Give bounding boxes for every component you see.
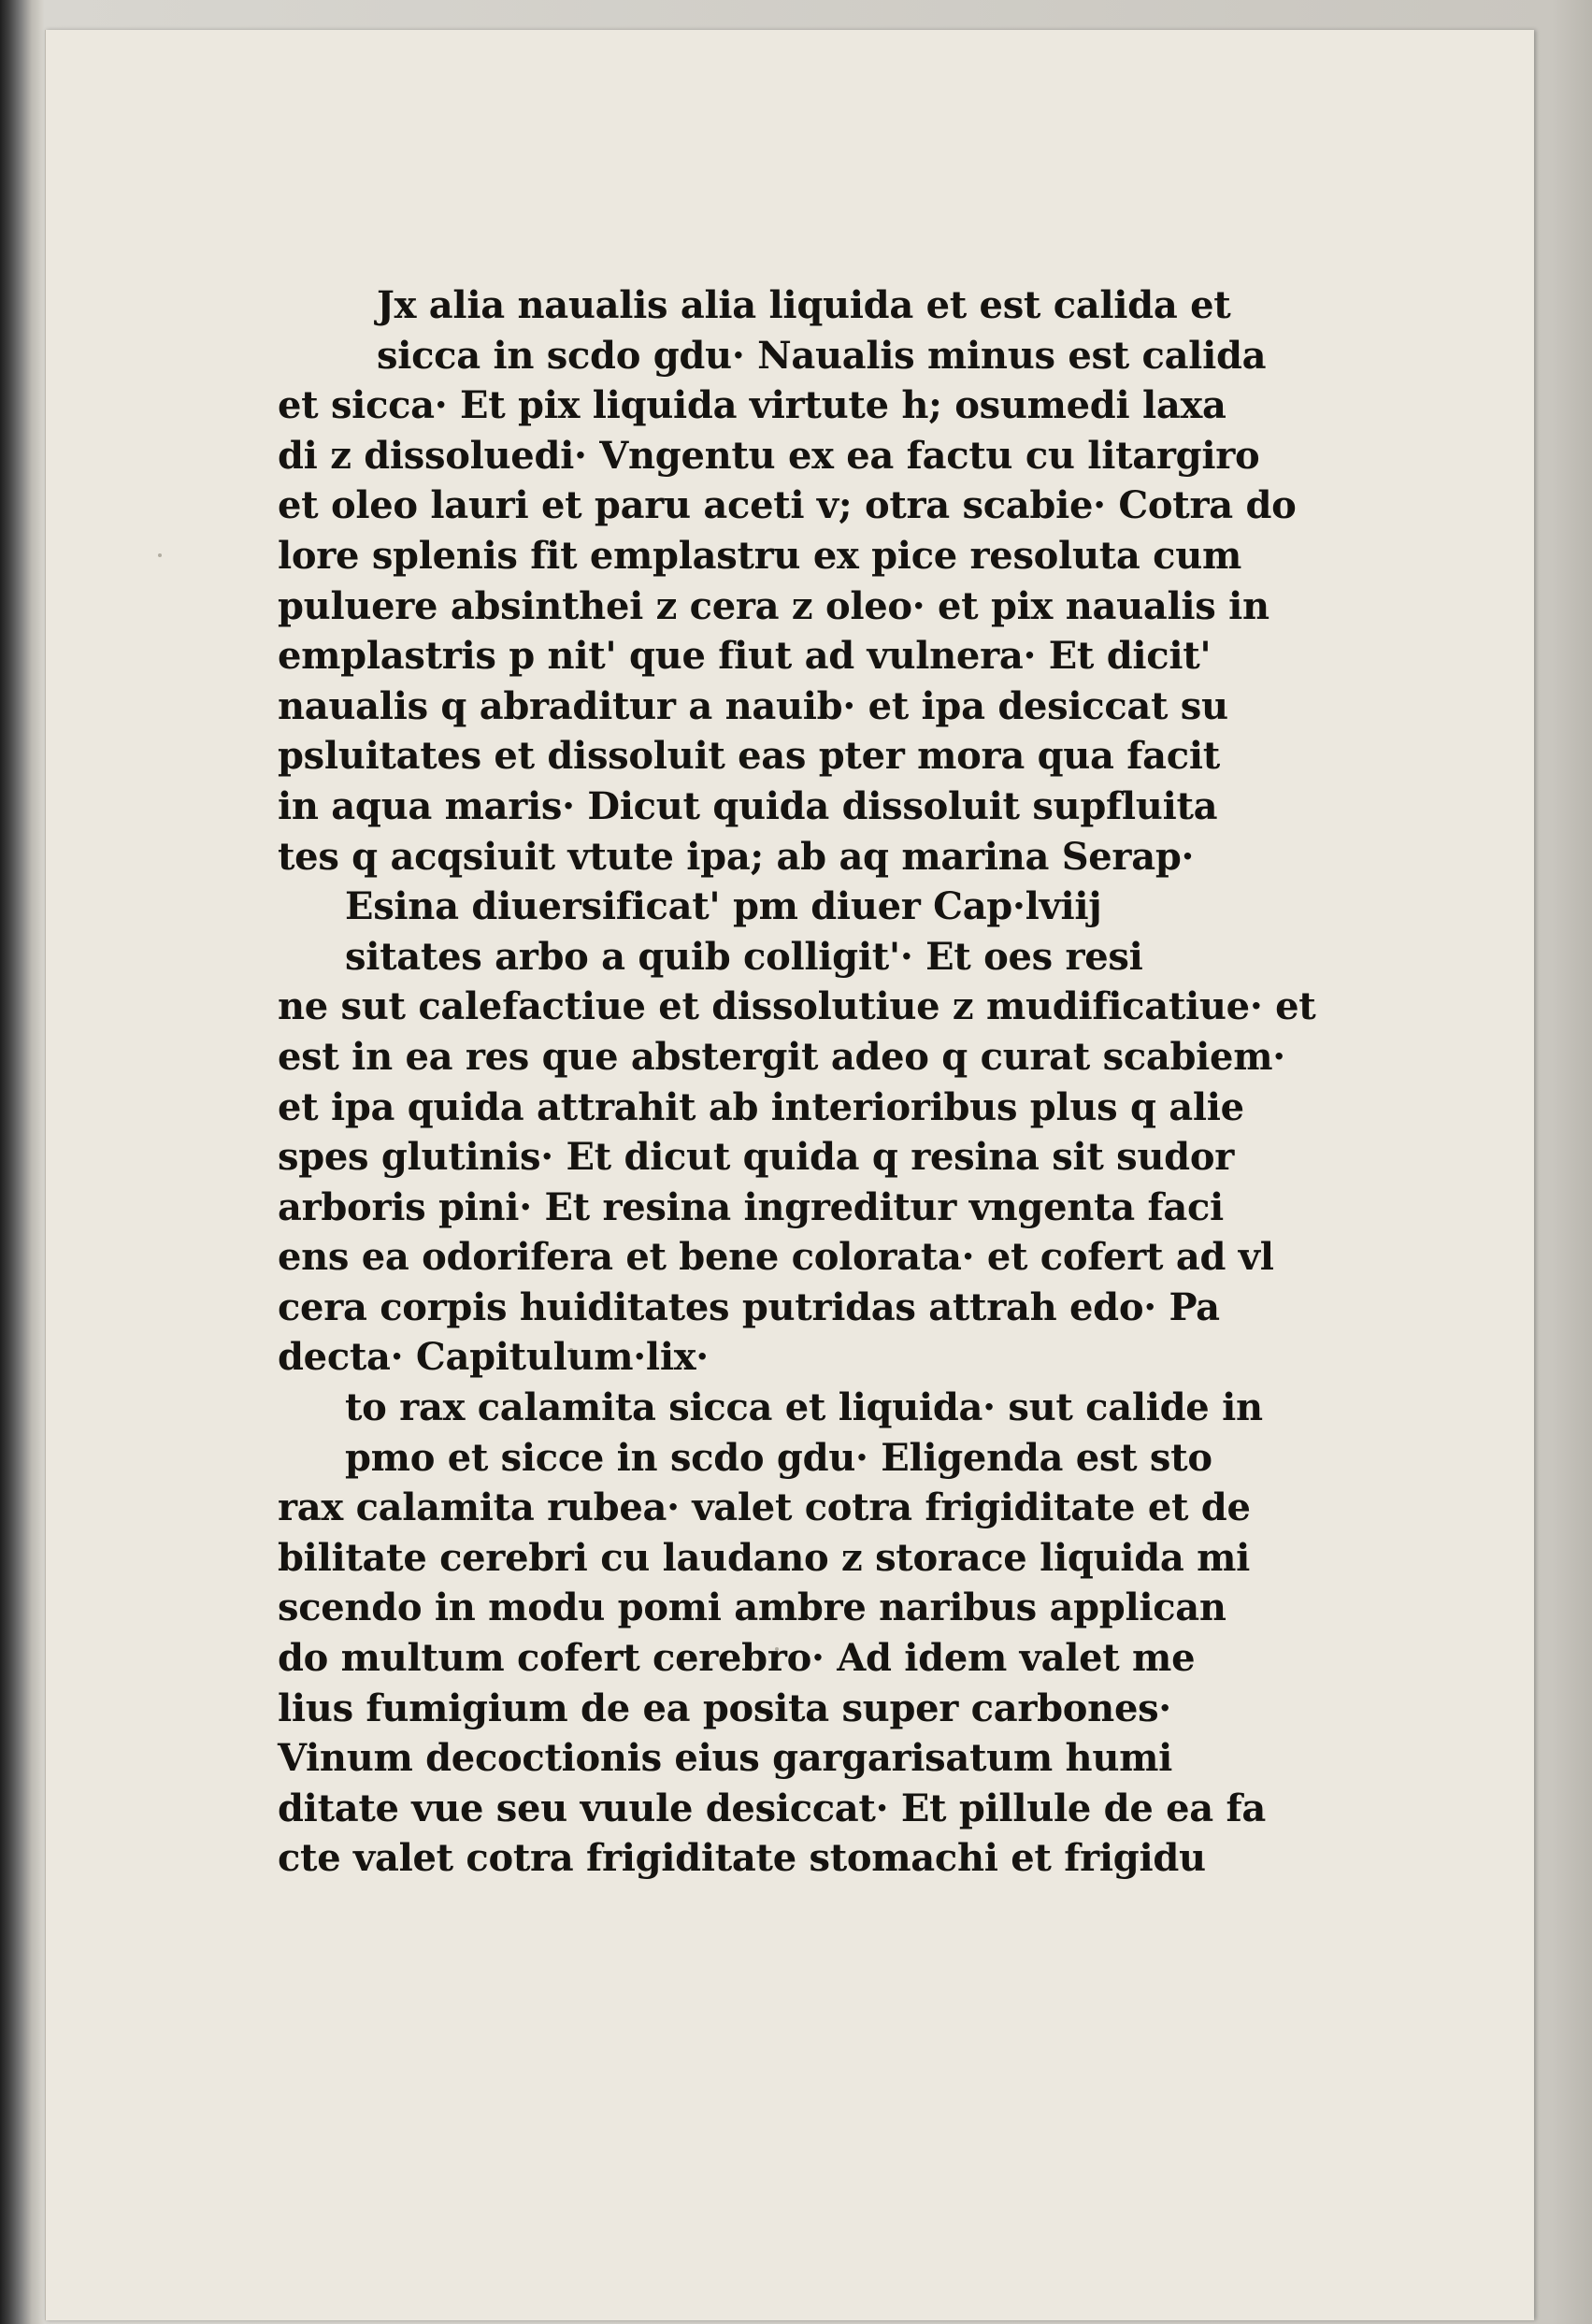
- text-line: puluere absinthei z cera z oleo· et pix naualis in: [278, 583, 1269, 628]
- text-line: pmo et sicce in scdo gdu· Eligenda est sto: [345, 1435, 1212, 1480]
- text-line: psluitates et dissoluit eas pter mora qua facit: [278, 734, 1220, 779]
- text-line: sicca in scdo gdu· Naualis minus est calida: [377, 333, 1267, 378]
- text-line: naualis q abraditur a nauib· et ipa desiccat su: [278, 683, 1228, 728]
- text-line: bilitate cerebri cu laudano z storace liquida mi: [278, 1535, 1251, 1580]
- text-line: cera corpis huiditates putridas attrah edo· Pa: [278, 1284, 1220, 1329]
- text-line: ens ea odorifera et bene colorata· et cofert ad vl: [278, 1235, 1274, 1280]
- text-line: lius fumigium de ea posita super carbones·: [278, 1686, 1171, 1730]
- text-line: est in ea res que abstergit adeo q curat scabiem·: [278, 1034, 1285, 1079]
- text-line: rax calamita rubea· valet cotra frigiditate et de: [278, 1485, 1251, 1530]
- text-line: cte valet cotra frigiditate stomachi et frigidu: [278, 1836, 1206, 1881]
- text-block: [278, 280, 1316, 1884]
- text-line: arboris pini· Et resina ingreditur vngenta faci: [278, 1184, 1224, 1229]
- chapter-heading-line: decta· Capitulum·lix·: [278, 1335, 709, 1380]
- text-line: scendo in modu pomi ambre naribus applican: [278, 1585, 1226, 1630]
- text-line: spes glutinis· Et dicut quida q resina sit sudor: [278, 1135, 1235, 1180]
- text-line: sitates arbo a quib colligit'· Et oes resi: [345, 934, 1143, 979]
- paper-page: [45, 30, 1534, 2320]
- text-line: in aqua maris· Dicut quida dissoluit supfluita: [278, 783, 1218, 828]
- paper-speck: [158, 553, 162, 557]
- text-line: to rax calamita sicca et liquida· sut calide in: [345, 1385, 1263, 1430]
- text-line: ditate vue seu vuule desiccat· Et pillule de ea fa: [278, 1786, 1267, 1830]
- text-line: Jx alia naualis alia liquida et est calida et: [377, 283, 1231, 327]
- chapter-heading-line: Esina diuersificat' pm diuer Cap·lviij: [345, 884, 1102, 929]
- text-line: et ipa quida attrahit ab interioribus plus q alie: [278, 1084, 1244, 1129]
- text-line: ne sut calefactiue et dissolutiue z mudificatiue· et: [278, 984, 1316, 1029]
- text-line: emplastris p nit' que fiut ad vulnera· Et dicit': [278, 634, 1212, 679]
- text-line: et sicca· Et pix liquida virtute h; osumedi laxa: [278, 383, 1226, 428]
- text-line: do multum cofert cerebro· Ad idem valet me: [278, 1636, 1196, 1681]
- text-line: Vinum decoctionis eius gargarisatum humi: [278, 1736, 1173, 1781]
- text-line: tes q acqsiuit vtute ipa; ab aq marina Serap·: [278, 834, 1195, 879]
- text-line: di z dissoluedi· Vngentu ex ea factu cu litargiro: [278, 433, 1260, 478]
- text-line: et oleo lauri et paru aceti v; otra scabie· Cotra do: [278, 483, 1297, 528]
- text-line: lore splenis fit emplastru ex pice resoluta cum: [278, 533, 1242, 578]
- book-binding-edge: [0, 0, 43, 2324]
